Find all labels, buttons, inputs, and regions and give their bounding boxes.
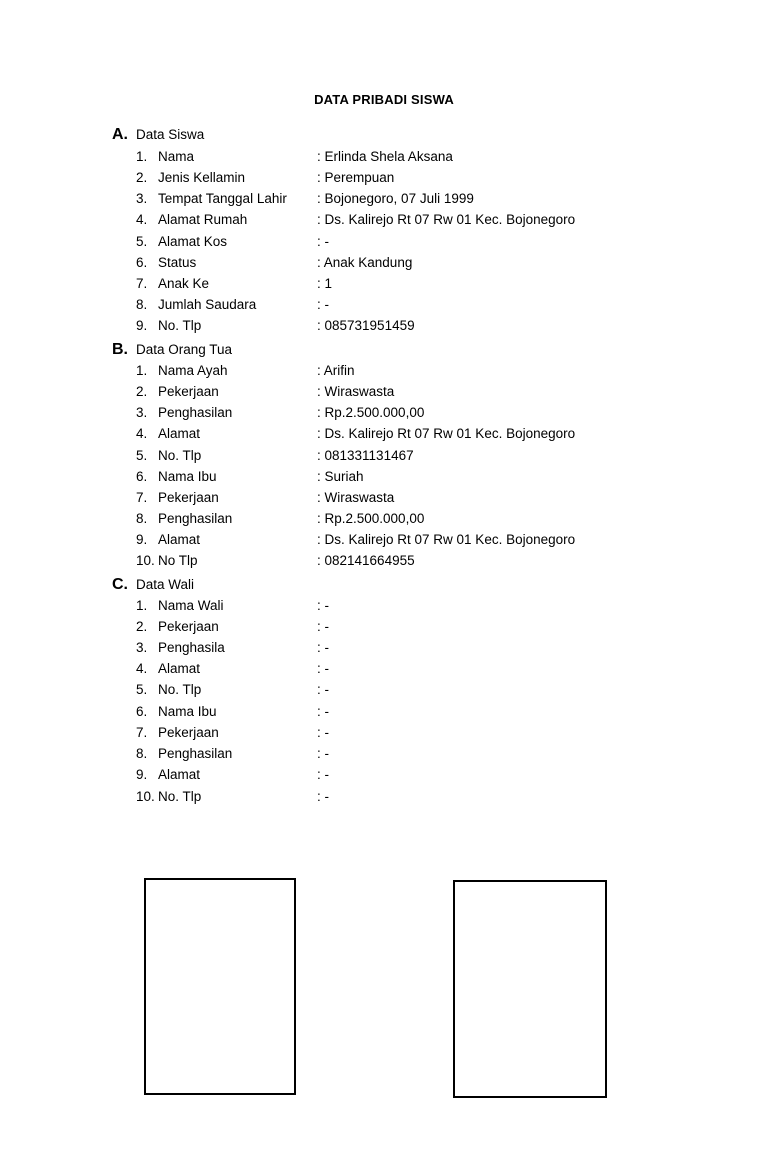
list-item — [136, 680, 636, 700]
item-label: Status — [158, 255, 197, 270]
item-number: 9. — [136, 767, 148, 782]
item-value: : 085731951459 — [317, 318, 415, 333]
item-number: 4. — [136, 661, 148, 676]
list-item — [136, 295, 636, 315]
list-item — [136, 210, 636, 230]
item-value: : - — [317, 725, 329, 740]
item-value: : - — [317, 640, 329, 655]
item-number: 3. — [136, 405, 148, 420]
item-number: 6. — [136, 469, 148, 484]
section-a-header — [112, 126, 204, 144]
list-item — [136, 232, 636, 252]
list-item — [136, 530, 636, 550]
item-value: : 1 — [317, 276, 333, 291]
section-letter: A. — [112, 126, 128, 143]
item-value: : Suriah — [317, 469, 364, 484]
item-label: Alamat — [158, 767, 201, 782]
item-label: No Tlp — [158, 553, 198, 568]
list-item — [136, 147, 636, 167]
list-item — [136, 403, 636, 423]
item-label: Alamat — [158, 426, 201, 441]
item-number: 1. — [136, 149, 148, 164]
item-label: Pekerjaan — [158, 384, 219, 399]
section-title: Data Orang Tua — [136, 342, 233, 357]
section-b-header — [112, 341, 232, 359]
item-value: : Rp.2.500.000,00 — [317, 511, 425, 526]
item-label: Penghasilan — [158, 511, 233, 526]
list-item — [136, 316, 636, 336]
item-value: : Ds. Kalirejo Rt 07 Rw 01 Kec. Bojonegoro — [317, 212, 576, 227]
item-number: 8. — [136, 746, 148, 761]
item-value: : Perempuan — [317, 170, 395, 185]
photo-box-right — [453, 880, 607, 1098]
item-value: : - — [317, 234, 329, 249]
list-item — [136, 596, 636, 616]
list-item — [136, 509, 636, 529]
item-number: 6. — [136, 255, 148, 270]
list-item — [136, 467, 636, 487]
item-label: Nama Ayah — [158, 363, 228, 378]
item-number: 6. — [136, 704, 148, 719]
item-number: 5. — [136, 448, 148, 463]
item-label: Penghasilan — [158, 746, 233, 761]
item-value: : 081331131467 — [317, 448, 414, 463]
list-item — [136, 189, 636, 209]
item-label: Alamat — [158, 532, 201, 547]
item-label: Alamat — [158, 661, 201, 676]
item-label: Pekerjaan — [158, 490, 219, 505]
list-item — [136, 424, 636, 444]
list-item — [136, 361, 636, 381]
list-item — [136, 617, 636, 637]
item-label: Penghasila — [158, 640, 225, 655]
section-c-header — [112, 576, 194, 594]
section-letter: B. — [112, 341, 128, 358]
item-label: No. Tlp — [158, 318, 202, 333]
list-item — [136, 382, 636, 402]
item-value: : Wiraswasta — [317, 490, 395, 505]
item-label: Jenis Kellamin — [158, 170, 246, 185]
item-number: 10. — [136, 789, 155, 804]
item-label: No. Tlp — [158, 682, 202, 697]
section-letter: C. — [112, 576, 128, 593]
list-item — [136, 723, 636, 743]
list-item — [136, 274, 636, 294]
item-number: 3. — [136, 640, 148, 655]
item-label: Alamat Kos — [158, 234, 228, 249]
section-title: Data Siswa — [136, 127, 205, 142]
item-value: : - — [317, 746, 329, 761]
item-value: : - — [317, 704, 329, 719]
item-number: 5. — [136, 682, 148, 697]
item-label: Nama Ibu — [158, 704, 217, 719]
item-label: Pekerjaan — [158, 725, 219, 740]
item-label: Penghasilan — [158, 405, 233, 420]
section-title: Data Wali — [136, 577, 195, 592]
item-value: : Wiraswasta — [317, 384, 395, 399]
item-value: : - — [317, 789, 329, 804]
item-value: : Erlinda Shela Aksana — [317, 149, 453, 164]
item-number: 3. — [136, 191, 148, 206]
item-label: No. Tlp — [158, 789, 202, 804]
item-number: 9. — [136, 318, 148, 333]
item-number: 2. — [136, 170, 148, 185]
list-item — [136, 744, 636, 764]
item-number: 8. — [136, 511, 148, 526]
item-label: Nama Wali — [158, 598, 224, 613]
item-label: No. Tlp — [158, 448, 202, 463]
item-number: 1. — [136, 598, 148, 613]
item-value: : - — [317, 598, 329, 613]
list-item — [136, 659, 636, 679]
list-item — [136, 253, 636, 273]
item-number: 2. — [136, 384, 148, 399]
item-value: : Arifin — [317, 363, 355, 378]
item-number: 7. — [136, 725, 148, 740]
item-number: 7. — [136, 490, 148, 505]
page-title: DATA PRIBADI SISWA — [314, 92, 454, 107]
list-item — [136, 446, 636, 466]
item-value: : - — [317, 619, 329, 634]
item-label: Nama Ibu — [158, 469, 217, 484]
item-number: 5. — [136, 234, 148, 249]
list-item — [136, 787, 636, 807]
item-label: Jumlah Saudara — [158, 297, 257, 312]
item-value: : Anak Kandung — [317, 255, 413, 270]
item-number: 10. — [136, 553, 155, 568]
list-item — [136, 765, 636, 785]
item-label: Tempat Tanggal Lahir — [158, 191, 287, 206]
item-number: 9. — [136, 532, 148, 547]
item-value: : - — [317, 661, 329, 676]
item-value: : - — [317, 682, 329, 697]
item-label: Pekerjaan — [158, 619, 219, 634]
list-item — [136, 638, 636, 658]
item-number: 2. — [136, 619, 148, 634]
item-value: : 082141664955 — [317, 553, 415, 568]
item-label: Alamat Rumah — [158, 212, 248, 227]
item-number: 8. — [136, 297, 148, 312]
list-item — [136, 168, 636, 188]
item-label: Nama — [158, 149, 195, 164]
item-value: : Ds. Kalirejo Rt 07 Rw 01 Kec. Bojonegoro — [317, 426, 576, 441]
item-label: Anak Ke — [158, 276, 210, 291]
list-item — [136, 551, 636, 571]
item-number: 1. — [136, 363, 148, 378]
item-value: : - — [317, 297, 329, 312]
list-item — [136, 488, 636, 508]
item-number: 7. — [136, 276, 148, 291]
list-item — [136, 702, 636, 722]
item-value: : Rp.2.500.000,00 — [317, 405, 425, 420]
item-number: 4. — [136, 426, 148, 441]
item-value: : - — [317, 767, 329, 782]
item-value: : Bojonegoro, 07 Juli 1999 — [317, 191, 474, 206]
item-number: 4. — [136, 212, 148, 227]
item-value: : Ds. Kalirejo Rt 07 Rw 01 Kec. Bojonegoro — [317, 532, 576, 547]
photo-box-left — [144, 878, 296, 1095]
